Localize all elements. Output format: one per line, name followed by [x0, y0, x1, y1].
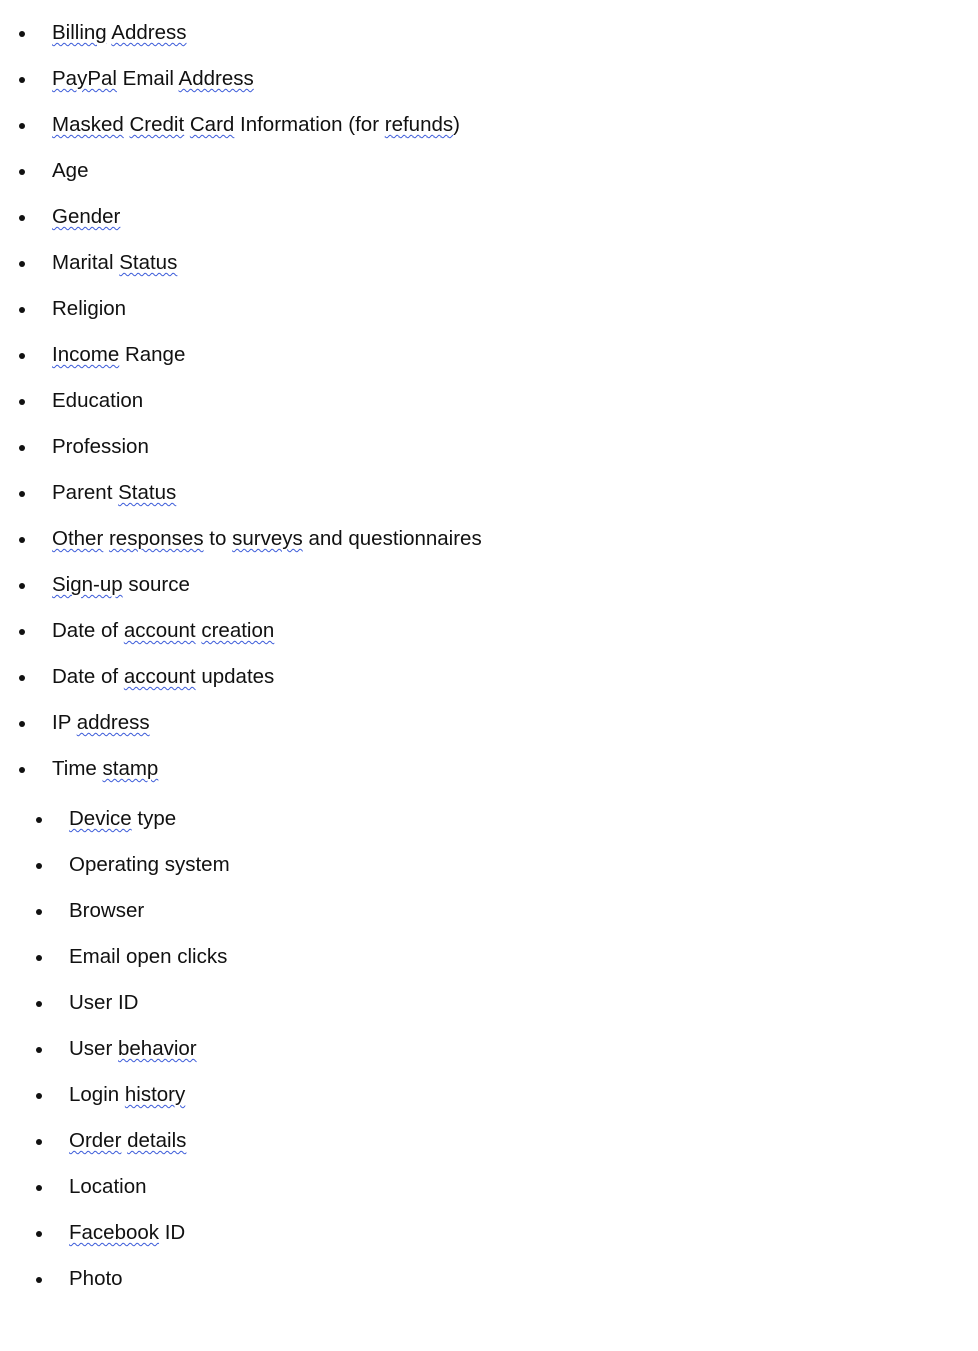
- list-item-text: Date of account creation: [52, 619, 275, 642]
- bullet-icon: [36, 1231, 42, 1237]
- list-item-text: Parent Status: [52, 481, 177, 504]
- bullet-icon: [19, 675, 25, 681]
- bullet-icon: [19, 123, 25, 129]
- list-item-text: Education: [52, 389, 144, 412]
- list-item-text: Photo: [69, 1267, 123, 1290]
- list-item-text: [52, 10, 187, 56]
- bullet-icon: [19, 31, 25, 37]
- bullet-icon: [19, 77, 25, 83]
- list-item-text: Login history: [69, 1083, 186, 1106]
- list-item-text: Date of account updates: [52, 665, 275, 688]
- spellcheck-mark: address: [76, 711, 150, 734]
- spellcheck-mark: Other: [52, 527, 104, 550]
- bullet-icon: [36, 1093, 42, 1099]
- spellcheck-mark: Sign-up: [52, 573, 123, 596]
- spellcheck-mark: PayPal: [52, 67, 117, 90]
- list-item-text: Marital Status: [52, 251, 178, 274]
- list-item-text: [69, 1118, 186, 1164]
- list-item-text: Income Range: [52, 343, 186, 366]
- spellcheck-mark: Address: [111, 21, 187, 44]
- list-item-text: User behavior: [69, 1037, 197, 1060]
- bullet-icon: [19, 215, 25, 221]
- spellcheck-mark: details: [127, 1129, 187, 1152]
- bullet-icon: [36, 817, 42, 823]
- bullet-icon: [36, 909, 42, 915]
- list-item-text: [52, 194, 120, 240]
- spellcheck-mark: account: [123, 665, 196, 688]
- bullet-icon: [19, 445, 25, 451]
- spellcheck-mark: Device: [69, 807, 132, 830]
- spellcheck-mark: account: [123, 619, 196, 642]
- spellcheck-mark: Facebook: [69, 1221, 160, 1244]
- list-item-text: Other responses to surveys and questionnaires: [52, 527, 482, 550]
- spellcheck-mark: Billing: [52, 21, 107, 44]
- spellcheck-mark: responses: [108, 527, 204, 550]
- list-item-text: Time stamp: [52, 757, 159, 780]
- bullet-icon: [36, 1047, 42, 1053]
- list-item-text: Sign-up source: [52, 573, 190, 596]
- bullet-icon: [19, 537, 25, 543]
- bullet-icon: [36, 1001, 42, 1007]
- bullet-icon: [19, 491, 25, 497]
- list-item-text: Facebook ID: [69, 1221, 186, 1244]
- bullet-icon: [36, 1185, 42, 1191]
- spellcheck-mark: Masked: [52, 113, 124, 136]
- spellcheck-mark: Status: [119, 251, 178, 274]
- bullet-icon: [19, 629, 25, 635]
- spellcheck-mark: behavior: [118, 1037, 197, 1060]
- list-item-text: User ID: [69, 991, 139, 1014]
- bullet-icon: [19, 767, 25, 773]
- list-item-text: Browser: [69, 899, 145, 922]
- bullet-icon: [19, 583, 25, 589]
- spellcheck-mark: Status: [118, 481, 177, 504]
- spellcheck-mark: surveys: [232, 527, 303, 550]
- list-item-text: Age: [52, 159, 89, 182]
- spellcheck-mark: creation: [201, 619, 275, 642]
- spellcheck-mark: Credit: [129, 113, 185, 136]
- spellcheck-mark: stamp: [102, 757, 159, 780]
- list-item-text: Masked Credit Card Information (for refunds): [52, 113, 460, 136]
- spellcheck-mark: Gender: [52, 205, 121, 228]
- bullet-icon: [36, 1139, 42, 1145]
- list-item-text: Operating system: [69, 853, 230, 876]
- bullet-icon: [19, 721, 25, 727]
- spellcheck-mark: Order: [69, 1129, 122, 1152]
- bullet-icon: [19, 307, 25, 313]
- list-item-text: Email open clicks: [69, 945, 228, 968]
- list-item-text: PayPal Email Address: [52, 67, 254, 90]
- spellcheck-mark: Address: [178, 67, 254, 90]
- bullet-icon: [36, 955, 42, 961]
- spellcheck-mark: Income: [52, 343, 120, 366]
- bullet-icon: [36, 863, 42, 869]
- list-item-text: IP address: [52, 711, 150, 734]
- spellcheck-mark: Card: [189, 113, 235, 136]
- list-item-text: Device type: [69, 807, 177, 830]
- bullet-icon: [19, 353, 25, 359]
- spellcheck-mark: history: [124, 1083, 186, 1106]
- spellcheck-mark: refunds: [384, 113, 454, 136]
- bullet-icon: [19, 169, 25, 175]
- list-item-text: Religion: [52, 297, 127, 320]
- bullet-icon: [19, 261, 25, 267]
- list-item-text: Location: [69, 1175, 147, 1198]
- bullet-icon: [19, 399, 25, 405]
- list-item-text: Profession: [52, 435, 149, 458]
- bullet-icon: [36, 1277, 42, 1283]
